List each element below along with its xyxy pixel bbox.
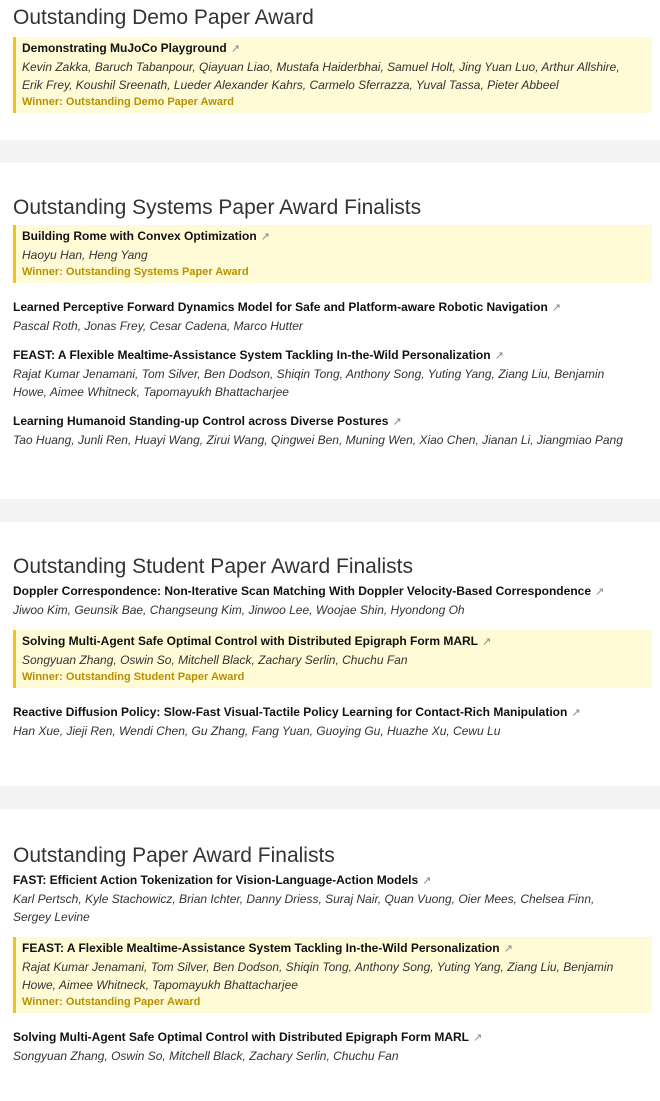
paper-entry [13,937,652,1013]
external-link-icon[interactable]: ↗ [422,875,432,887]
systems-paper-award-section [0,163,660,499]
paper-title[interactable]: Building Rome with Convex Optimization ↗ [22,229,270,243]
winner-label: Winner: Outstanding Paper Award [22,996,201,1008]
paper-authors: Rajat Kumar Jenamani, Tom Silver, Ben Dodson, Shiqin Tong, Anthony Song, Yuting Yang, Ziang Liu, Benjamin Howe, Aimee Whitneck, Tapomayukh Bhattacharjee [13,367,605,399]
paper-authors: Songyuan Zhang, Oswin So, Mitchell Black, Zachary Serlin, Chuchu Fan [13,1049,399,1063]
outstanding-paper-award-section [0,809,660,1101]
paper-authors: Kevin Zakka, Baruch Tabanpour, Qiayuan Liao, Mustafa Haiderbhai, Samuel Holt, Jing Yuan Luo, Arthur Allshire, Erik Frey, Koushil Sreenath, Lueder Alexander Kahrs, Carmelo Sferrazza, Yuval Tassa, Pieter Abbeel [22,60,620,92]
external-link-icon[interactable]: ↗ [571,707,581,719]
paper-authors: Tao Huang, Junli Ren, Huayi Wang, Zirui Wang, Qingwei Ben, Muning Wen, Xiao Chen, Jianan Li, Jiangmiao Pang [13,433,623,447]
section-divider [0,786,660,809]
section-title: Outstanding Paper Award Finalists [13,844,335,867]
paper-entry [13,37,652,113]
external-link-icon[interactable]: ↗ [473,1032,483,1044]
external-link-icon[interactable]: ↗ [494,350,504,362]
paper-title[interactable]: FEAST: A Flexible Mealtime-Assistance System Tackling In-the-Wild Personalization ↗ [13,348,504,362]
paper-title[interactable]: Learning Humanoid Standing-up Control across Diverse Postures ↗ [13,414,402,428]
winner-label: Winner: Outstanding Student Paper Award [22,671,245,683]
paper-authors: Karl Pertsch, Kyle Stachowicz, Brian Ichter, Danny Driess, Suraj Nair, Quan Vuong, Oier Mees, Chelsea Finn, Sergey Levine [13,892,595,924]
paper-authors: Haoyu Han, Heng Yang [22,248,148,262]
paper-title[interactable]: Demonstrating MuJoCo Playground ↗ [22,41,240,55]
paper-entry [13,346,660,401]
external-link-icon[interactable]: ↗ [392,416,402,428]
winner-label: Winner: Outstanding Demo Paper Award [22,96,234,108]
paper-entry [13,225,652,283]
section-title: Outstanding Demo Paper Award [13,6,314,29]
external-link-icon[interactable]: ↗ [482,636,492,648]
paper-title[interactable]: Solving Multi-Agent Safe Optimal Control with Distributed Epigraph Form MARL ↗ [13,1030,483,1044]
section-title: Outstanding Systems Paper Award Finalists [13,196,422,219]
student-paper-award-section [0,522,660,786]
demo-paper-award-section [0,0,660,140]
paper-authors: Han Xue, Jieji Ren, Wendi Chen, Gu Zhang, Fang Yuan, Guoying Gu, Huazhe Xu, Cewu Lu [13,724,501,738]
paper-title[interactable]: FAST: Efficient Action Tokenization for Vision-Language-Action Models ↗ [13,873,432,887]
external-link-icon[interactable]: ↗ [230,43,240,55]
paper-entry [13,703,660,740]
external-link-icon[interactable]: ↗ [503,943,513,955]
section-divider [0,140,660,163]
paper-authors: Rajat Kumar Jenamani, Tom Silver, Ben Dodson, Shiqin Tong, Anthony Song, Yuting Yang, Ziang Liu, Benjamin Howe, Aimee Whitneck, Tapomayukh Bhattacharjee [22,960,614,992]
paper-authors: Jiwoo Kim, Geunsik Bae, Changseung Kim, Jinwoo Lee, Woojae Shin, Hyondong Oh [13,603,465,617]
external-link-icon[interactable]: ↗ [551,302,562,314]
paper-entry [13,298,660,335]
paper-title[interactable]: FEAST: A Flexible Mealtime-Assistance System Tackling In-the-Wild Personalization ↗ [22,941,513,955]
paper-authors: Pascal Roth, Jonas Frey, Cesar Cadena, Marco Hutter [13,319,303,333]
external-link-icon[interactable]: ↗ [595,586,605,598]
paper-title[interactable]: Doppler Correspondence: Non-Iterative Scan Matching With Doppler Velocity-Based Correspondence ↗ [13,584,605,598]
paper-title[interactable]: Reactive Diffusion Policy: Slow-Fast Visual-Tactile Policy Learning for Contact-Rich Manipulation ↗ [13,705,581,719]
winner-label: Winner: Outstanding Systems Paper Award [22,266,249,278]
paper-title[interactable]: Learned Perceptive Forward Dynamics Model for Safe and Platform-aware Robotic Navigation ↗ [13,300,562,314]
paper-entry [13,582,660,619]
external-link-icon[interactable]: ↗ [260,231,270,243]
paper-title[interactable]: Solving Multi-Agent Safe Optimal Control with Distributed Epigraph Form MARL ↗ [22,634,492,648]
paper-entry [13,1028,660,1065]
section-title: Outstanding Student Paper Award Finalists [13,555,414,578]
paper-authors: Songyuan Zhang, Oswin So, Mitchell Black, Zachary Serlin, Chuchu Fan [22,653,408,667]
paper-entry [13,630,652,688]
paper-entry [13,871,660,926]
section-divider [0,499,660,522]
paper-entry [13,412,660,449]
